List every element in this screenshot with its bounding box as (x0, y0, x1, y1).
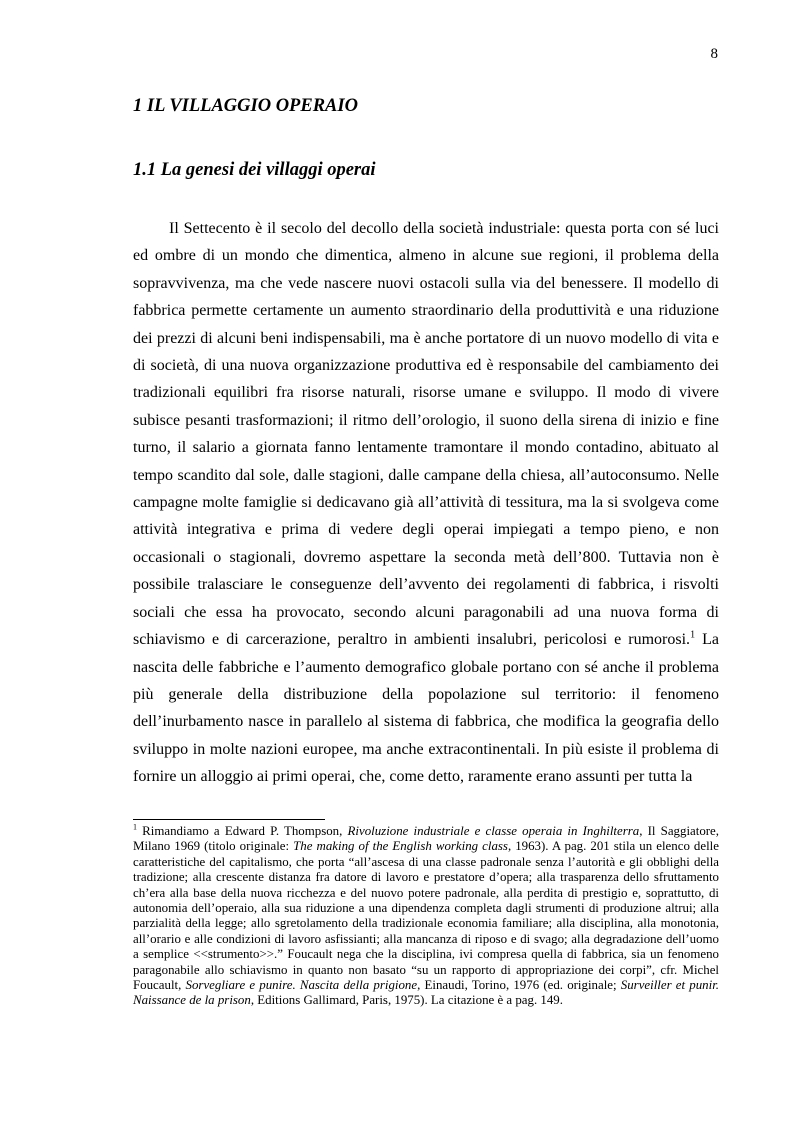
footnote-book-title: The making of the English working class (293, 839, 508, 854)
body-text-part-2: La nascita delle fabbriche e l’aumento demografico globale portano con sé anche il problema più generale della distribuzione della popolazione sul territorio: il fenomeno dell’inurbamento nasce in parallelo al sistema di fabbrica, che modifica la geografia dello sviluppo in molte nazioni europee, ma anche extracontinentali. In più esiste il problema di fornire un alloggio ai primi operai, che, come detto, raramente erano assunti per tutta la (133, 631, 719, 786)
footnote-text: Rimandiamo a Edward P. Thompson, (137, 824, 348, 838)
body-text-part-1: Il Settecento è il secolo del decollo della società industriale: questa porta con sé luci ed ombre di un mondo che dimentica, almeno in alcune sue regioni, il problema della sopravvivenza, ma che vede nascere nuovi ostacoli sulla via del benessere. Il modello di fabbrica permette certamente un aumento straordinario della produttività e una riduzione dei prezzi di alcuni beni indispensabili, ma è anche portatore di un nuovo modello di vita e di società, di una nuova organizzazione produttiva ed è responsabile del cambiamento dei tradizionali equilibri fra risorse naturali, risorse umane e sviluppo. Il modo di vivere subisce pesanti trasformazioni; il ritmo dell’orologio, il suono della sirena di inizio e fine turno, il salario a giornata fanno lentamente tramontare il mondo contadino, abituato al tempo scandito dal sole, dalle stagioni, dalle campane della chiesa, all’autoconsumo. Nelle campagne molte famiglie si dedicavano già all’attività di tessitura, ma la si svolgeva come attività integrativa e prima di vedere degli operai impiegati a tempo pieno, e non occasionali o stagionali, dovremo aspettare la seconda metà dell’800. Tuttavia non è possibile tralasciare le conseguenze dell’avvento dei regolamenti di fabbrica, i risvolti sociali che essa ha provocato, secondo alcuni paragonabili ad una nuova forma di schiavismo e di carcerazione, peraltro in ambienti insalubri, pericolosi e rumorosi. (133, 220, 719, 649)
footnote-book-title: Rivoluzione industriale e classe operaia in Inghilterra (347, 824, 640, 838)
footnote-separator (133, 819, 325, 820)
footnote-book-title: Sorvegliare e punire. Nascita della prigione (185, 978, 418, 993)
footnote-text: , 1963). A pag. 201 stila un elenco delle caratteristiche del capitalismo, che porta “all’ascesa di una classe padronale senza l’autorità e gli obblighi della tradizione; alla crescente distanza fra datore di lavoro e prestatore d’opera; alla trasparenza dello sfruttamento ch’era alla base della nuova ricchezza e del nuovo potere padronale, alla perdita di prestigio e, soprattutto, di autonomia dell’operaio, alla sua riduzione a una dipendenza completa dagli strumenti di produzione altrui; alla parzialità della legge; allo sgretolamento della tradizionale economia familiare; alla disciplina, alla monotonia, all’orario e alle condizioni di lavoro asfissianti; alla mancanza di riposo e di svago; alla degradazione dell’uomo a semplice <<strumento>>.” Foucault nega che la disciplina, ivi compresa quella di fabbrica, sia un fenomeno paragonabile allo schiavismo in quanto non basato “su un rapporto di appropriazione dei corpi”, cfr. Michel Foucault, (133, 839, 719, 993)
footnote-number: 1 (133, 822, 137, 832)
footnote-text: , Il Saggiatore, Milano 1969 (titolo originale: (133, 824, 720, 854)
chapter-title: 1 IL VILLAGGIO OPERAIO (133, 96, 358, 116)
page-number: 8 (710, 46, 718, 62)
footnote (133, 824, 719, 1009)
body-paragraph (133, 215, 719, 791)
footnote-reference[interactable]: 1 (690, 629, 696, 641)
footnote-text: , Einaudi, Torino, 1976 (ed. originale; (417, 978, 621, 993)
section-title: 1.1 La genesi dei villaggi operai (133, 160, 376, 180)
footnote-book-title: Surveiller et punir. Naissance de la prison (133, 978, 720, 1008)
footnote-text: , Editions Gallimard, Paris, 1975). La citazione è a pag. 149. (250, 993, 563, 1008)
